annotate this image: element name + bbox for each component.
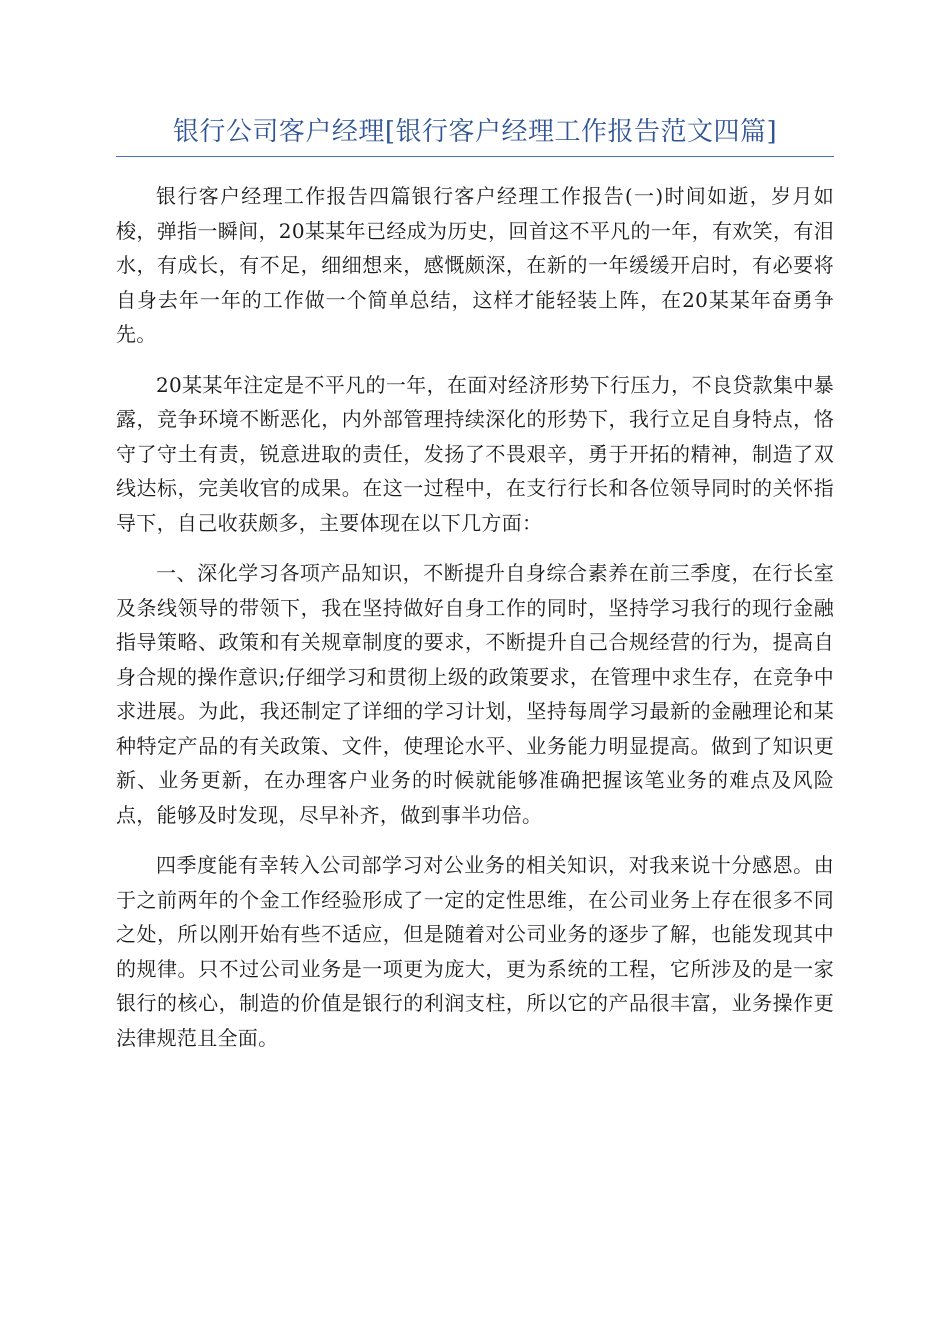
document-title: 银行公司客户经理[银行客户经理工作报告范文四篇] [116, 112, 834, 157]
paragraph-4: 四季度能有幸转入公司部学习对公业务的相关知识，对我来说十分感恩。由于之前两年的个金工作经验形成了一定的定性思维，在公司业务上存在很多不同之处，所以刚开始有些不适应，但是随着对公司业务的逐步了解，也能发现其中的规律。只不过公司业务是一项更为庞大，更为系统的工程，它所涉及的是一家银行的核心，制造的价值是银行的利润支柱，所以它的产品很丰富，业务操作更法律规范且全面。 [116, 853, 834, 1050]
paragraph-3: 一、深化学习各项产品知识，不断提升自身综合素养在前三季度，在行长室及条线领导的带领下，我在坚持做好自身工作的同时，坚持学习我行的现行金融指导策略、政策和有关规章制度的要求，不断提升自己合规经营的行为，提高自身合规的操作意识;仔细学习和贯彻上级的政策要求，在管理中求生存，在竞争中求进展。为此，我还制定了详细的学习计划，坚持每周学习最新的金融理论和某种特定产品的有关政策、文件，使理论水平、业务能力明显提高。做到了知识更新、业务更新，在办理客户业务的时候就能够准确把握该笔业务的难点及风险点，能够及时发现，尽早补齐，做到事半功倍。 [116, 561, 834, 827]
paragraph-2: 20某某年注定是不平凡的一年，在面对经济形势下行压力，不良贷款集中暴露，竞争环境不断恶化，内外部管理持续深化的形势下，我行立足自身特点，恪守了守土有责，锐意进取的责任，发扬了不畏艰辛，勇于开拓的精神，制造了双线达标，完美收官的成果。在这一过程中，在支行行长和各位领导同时的关怀指导下，自己收获颇多，主要体现在以下几方面： [116, 372, 834, 535]
paragraph-1: 银行客户经理工作报告四篇银行客户经理工作报告(一)时间如逝，岁月如梭，弹指一瞬间，20某某年已经成为历史，回首这不平凡的一年，有欢笑，有泪水，有成长，有不足，细细想来，感慨颇深，在新的一年缓缓开启时，有必要将自身去年一年的工作做一个简单总结，这样才能轻装上阵，在20某某年奋勇争先。 [116, 184, 834, 346]
document-page [116, 112, 834, 1055]
